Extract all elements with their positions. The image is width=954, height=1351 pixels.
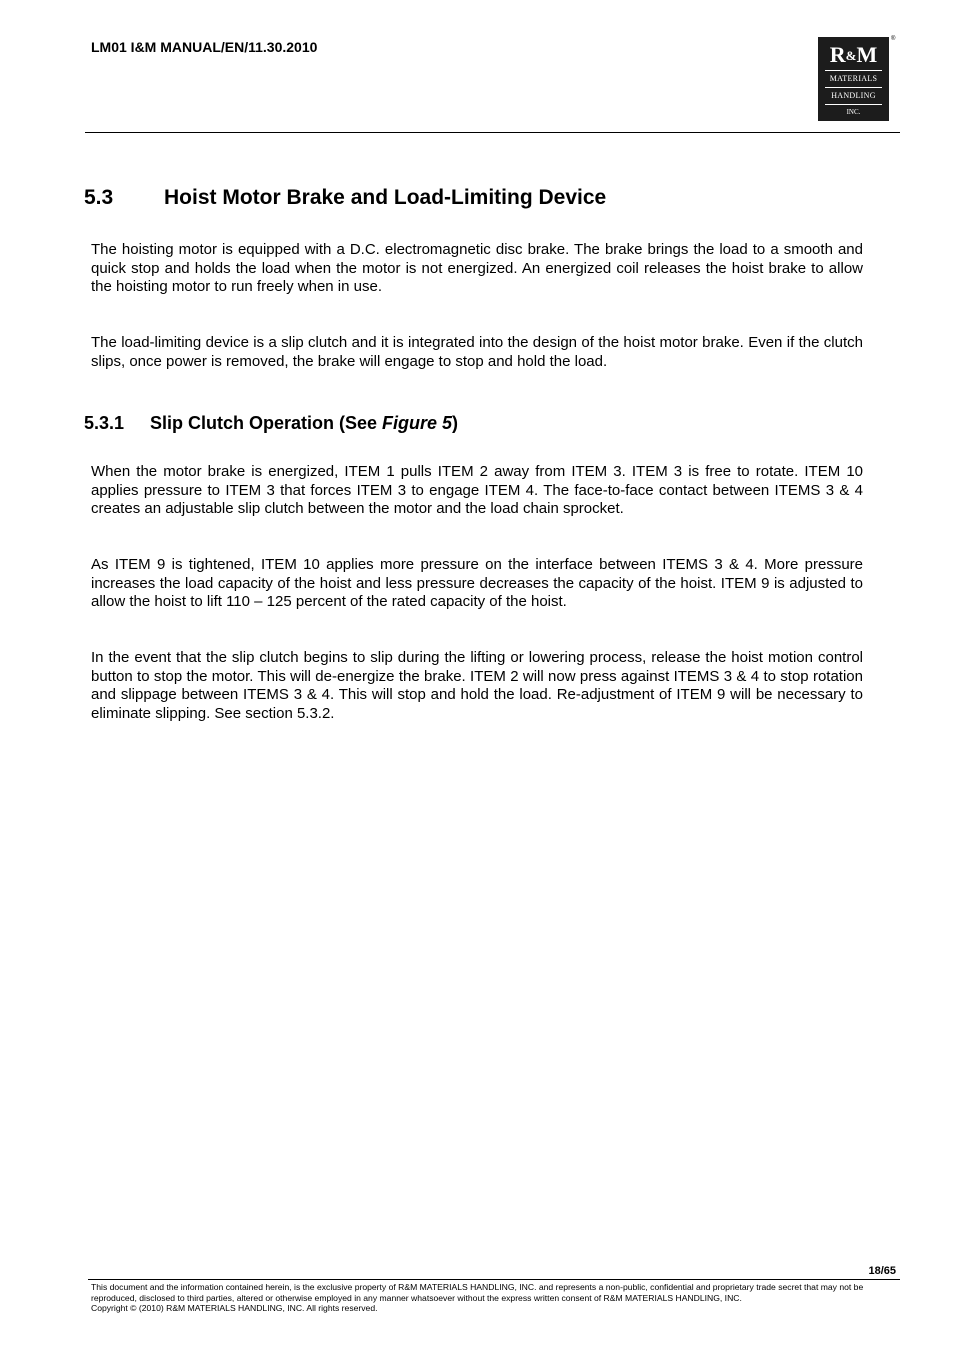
footer-notice — [91, 1282, 897, 1314]
section-paragraph-1: The hoisting motor is equipped with a D.C. electromagnetic disc brake. The brake brings the load to a smooth and quick stop and holds the load when the motor is not energized. An energized coil releases the hoist brake to allow the hoisting motor to run freely when in use. — [91, 241, 863, 295]
subsection-title-prefix: Slip Clutch Operation (See — [150, 413, 383, 433]
logo-rule — [825, 87, 882, 88]
page-number: 18/65 — [868, 1265, 896, 1277]
logo-monogram: R&M — [829, 42, 878, 67]
logo-inc: INC. — [846, 108, 861, 116]
subsection-paragraph-3: In the event that the slip clutch begins to slip during the lifting or lowering process, release the hoist motion control button to stop the motor. This will de-energize the brake. ITEM 2 will now press against ITEMS 3 & 4 to stop rotation and slippage between ITEMS 3 & 4. This will stop and hold the load. Re-adjustment of ITEM 9 will be necessary to eliminate slipping. See section 5.3.2. — [91, 649, 863, 722]
logo-materials: MATERIALS — [829, 74, 878, 83]
figure-reference: Figure 5 — [382, 413, 453, 433]
registered-mark: ® — [891, 36, 896, 42]
subsection-number: 5.3.1 — [84, 413, 125, 433]
section-title: Hoist Motor Brake and Load-Limiting Device — [164, 186, 607, 209]
logo-rule — [825, 104, 882, 105]
subsection-title-suffix: ) — [452, 413, 459, 433]
copyright-notice: Copyright © (2010) R&M MATERIALS HANDLING, INC. All rights reserved. — [91, 1303, 378, 1313]
subsection-paragraph-1: When the motor brake is energized, ITEM 1 pulls ITEM 2 away from ITEM 3. ITEM 3 is free to rotate. ITEM 10 applies pressure to ITEM 3 that forces ITEM 3 to engage ITEM 4. The face-to-face contact between ITEMS 3 & 4 creates an adjustable slip clutch between the motor and the load chain sprocket. — [91, 463, 863, 517]
confidentiality-notice: This document and the information contained herein, is the exclusive property of R&M MATERIALS HANDLING, INC. and represents a non-public, confidential and proprietary trade secret that may not be reproduced, disclosed to third parties, altered or otherwise employed in any manner whatsoever without the express written consent of R&M MATERIALS HANDLING, INC. — [91, 1282, 864, 1303]
footer-divider — [88, 1279, 900, 1280]
document-id: LM01 I&M MANUAL/EN/11.30.2010 — [91, 39, 318, 55]
header-divider — [85, 132, 900, 133]
section-paragraph-2: The load-limiting device is a slip clutch and it is integrated into the design of the hoist motor brake. Even if the clutch slips, once power is removed, the brake will engage to stop and hold the load. — [91, 334, 863, 370]
section-number: 5.3 — [84, 186, 114, 209]
section-heading — [84, 186, 606, 210]
logo-rule — [825, 70, 882, 71]
company-logo — [818, 37, 889, 121]
subsection-heading — [84, 413, 458, 434]
logo-handling: HANDLING — [831, 91, 876, 100]
subsection-paragraph-2: As ITEM 9 is tightened, ITEM 10 applies more pressure on the interface between ITEMS 3 & 4. More pressure increases the load capacity of the hoist and less pressure decreases the capacity of the hoist. ITEM 9 is adjusted to allow the hoist to lift 110 – 125 percent of the rated capacity of the hoist. — [91, 556, 863, 610]
